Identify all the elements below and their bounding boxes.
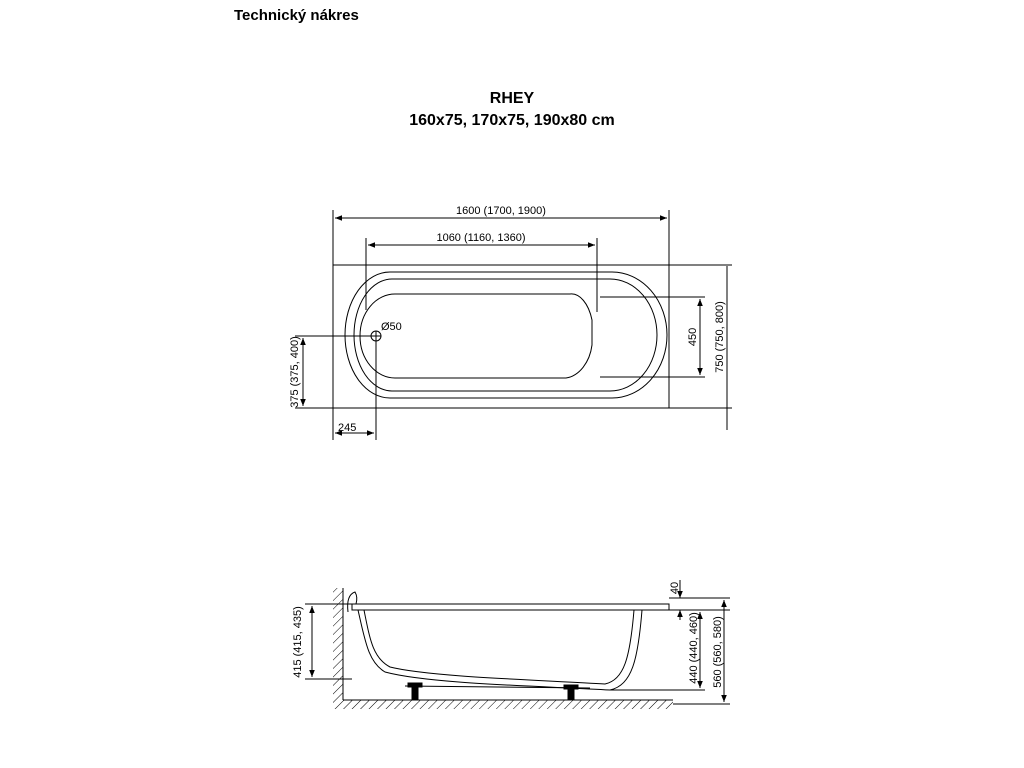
- drain-label: Ø50: [381, 321, 402, 333]
- rim-height-label: 440 (440, 460): [688, 612, 700, 684]
- inner-length-label: 1060 (1160, 1360): [436, 232, 526, 244]
- total-height-label: 560 (560, 580): [712, 616, 724, 688]
- rim-thickness-label: 40: [669, 581, 681, 595]
- model-name: RHEY: [489, 90, 535, 107]
- tub-basin-bottom: [360, 294, 592, 378]
- page-title: Technický nákres: [234, 7, 359, 24]
- tub-rim-inner: [354, 279, 657, 391]
- top-view: [295, 210, 732, 440]
- model-sizes: 160x75, 170x75, 190x80 cm: [409, 112, 615, 129]
- overall-width-label: 750 (750, 800): [714, 301, 726, 373]
- drain-offset-x-label: 245: [338, 422, 357, 434]
- inner-width-label: 450: [687, 327, 699, 347]
- bath-depth-label: 415 (415, 435): [292, 606, 304, 678]
- drain-offset-y-label: 375 (375, 400): [289, 336, 301, 408]
- tub-outline-rect: [333, 265, 669, 408]
- tub-rim-outer: [345, 272, 667, 398]
- side-view: [305, 580, 730, 709]
- overall-length-label: 1600 (1700, 1900): [456, 205, 546, 217]
